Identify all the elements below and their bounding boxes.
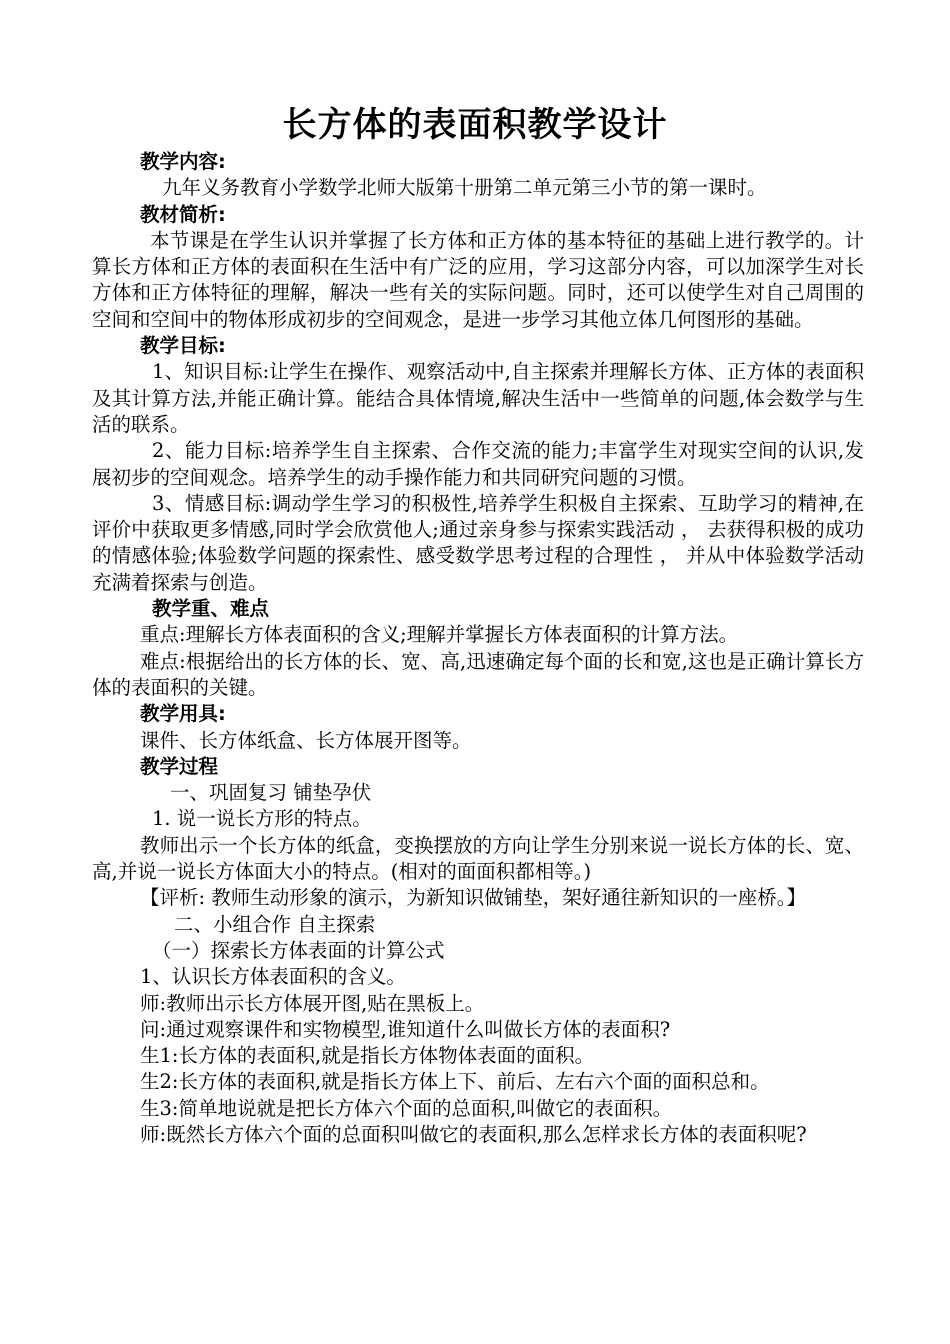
heading-material: 教材简析: bbox=[140, 202, 226, 226]
goal-ability: 2、能力目标:培养学生自主探索、合作交流的能力;丰富学生对现实空间的认识,发展初步的空间观念。培养学生的动手操作能力和共同研究问题的习惯。 bbox=[92, 439, 864, 489]
teacher-line-2: 师:既然长方体六个面的总面积叫做它的表面积,那么怎样求长方体的表面积呢? bbox=[140, 1122, 807, 1146]
paragraph-content: 九年义务教育小学数学北师大版第十册第二单元第三小节的第一课时。 bbox=[162, 176, 767, 200]
step-rectangle-features: 1. 说一说长方形的特点。 bbox=[152, 807, 372, 831]
heading-key-points: 教学重、难点 bbox=[152, 597, 270, 621]
step-surface-area-meaning: 1、认识长方体表面积的含义。 bbox=[140, 965, 406, 989]
heading-tools: 教学用具: bbox=[140, 702, 226, 726]
paragraph-tools: 课件、长方体纸盒、长方体展开图等。 bbox=[140, 728, 472, 752]
subsection-formula: （一）探索长方体表面的计算公式 bbox=[152, 938, 445, 962]
paragraph-teacher-demo: 教师出示一个长方体的纸盒，变换摆放的方向让学生分别来说一说长方体的长、宽、高,并说一说长方体面大小的特点。(相对的面面积都相等。) bbox=[92, 833, 864, 884]
student-line-2: 生2:长方体的表面积,就是指长方体上下、前后、左右六个面的面积总和。 bbox=[140, 1070, 770, 1094]
difficult-point: 难点:根据给出的长方体的长、宽、高,迅速确定每个面的长和宽,这也是正确计算长方体的表面积的关键。 bbox=[92, 649, 864, 699]
heading-content: 教学内容: bbox=[140, 150, 226, 173]
goal-knowledge: 1、知识目标:让学生在操作、观察活动中,自主探索并理解长方体、正方体的表面积及其计算方法,并能正确计算。能结合具体情境,解决生活中一些简单的问题,体会数学与生活的联系。 bbox=[92, 360, 864, 436]
key-point: 重点:理解长方体表面积的含义;理解并掌握长方体表面积的计算方法。 bbox=[140, 623, 739, 647]
student-line-1: 生1:长方体的表面积,就是指长方体物体表面的面积。 bbox=[140, 1044, 595, 1068]
teacher-line-1: 师:教师出示长方体展开图,贴在黑板上。 bbox=[140, 991, 485, 1015]
document-body bbox=[92, 149, 864, 1148]
paragraph-comment: 【评析: 教师生动形象的演示，为新知识做铺垫，架好通往新知识的一座桥。】 bbox=[140, 886, 807, 910]
heading-goals: 教学目标: bbox=[140, 334, 226, 358]
paragraph-material: 本节课是在学生认识并掌握了长方体和正方体的基本特征的基础上进行教学的。计算长方体和正方体的表面积在生活中有广泛的应用，学习这部分内容，可以加深学生对长方体和正方体特征的理解，解决一些有关的实际问题。同时，还可以使学生对自己周围的空间和空间中的物体形成初步的空间观念，是进一步学习其他立体几何图形的基础。 bbox=[92, 228, 864, 331]
document-title: 长方体的表面积教学设计 bbox=[282, 105, 668, 145]
goal-emotion: 3、情感目标:调动学生学习的积极性,培养学生积极自主探索、互助学习的精神,在评价中获取更多情感,同时学会欣赏他人;通过亲身参与探索实践活动 ， 去获得积极的成功的情感体验;体验数学问题的探索性、感受数学思考过程的合理性 ， 并从中体验数学活动充满着探索与创造。 bbox=[92, 491, 864, 594]
student-line-3: 生3:简单地说就是把长方体六个面的总面积,叫做它的表面积。 bbox=[140, 1096, 673, 1120]
heading-process: 教学过程 bbox=[140, 754, 219, 778]
section-review: 一、巩固复习 铺垫孕伏 bbox=[170, 781, 372, 805]
question-line-1: 问:通过观察课件和实物模型,谁知道什么叫做长方体的表面积? bbox=[140, 1017, 671, 1041]
section-group-work: 二、小组合作 自主探索 bbox=[174, 912, 376, 936]
